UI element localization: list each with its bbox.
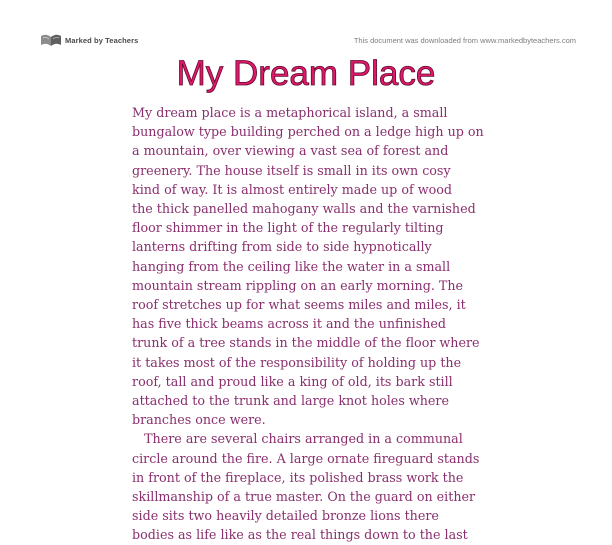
essay-line: a mountain, over viewing a vast sea of forest and [132, 143, 449, 159]
essay-line: side sits two heavily detailed bronze lions there [132, 508, 439, 524]
essay-line: the thick panelled mahogany walls and the varnished [132, 201, 476, 217]
logo-text: Marked by Teachers [65, 35, 139, 45]
open-book-icon [40, 33, 62, 47]
essay-body [132, 103, 484, 545]
essay-line: There are several chairs arranged in a communal [132, 431, 463, 447]
essay-line: kind of way. It is almost entirely made up of wood [132, 181, 452, 197]
essay-line: bungalow type building perched on a ledge high up on [132, 124, 484, 140]
page-header [0, 0, 612, 50]
essay-line: bodies as life like as the real things down to the last [132, 527, 468, 543]
essay-line: in front of the fireplace, its polished brass work the [132, 469, 464, 485]
essay-line: lanterns drifting from side to side hypnotically [132, 239, 432, 255]
essay-line: greenery. The house itself is small in its own cosy [132, 162, 451, 178]
essay-line: mountain stream rippling on an early morning. The [132, 277, 464, 293]
essay-line: My dream place is a metaphorical island, a small [132, 105, 448, 120]
document-title: My Dream Place [176, 54, 436, 93]
marked-by-teachers-logo[interactable] [40, 33, 138, 47]
essay-line: circle around the fire. A large ornate fireguard stands [132, 450, 480, 466]
download-source-note: This document was downloaded from www.markedbyteachers.com [353, 36, 576, 45]
essay-line: hanging from the ceiling like the water in a small [132, 258, 451, 274]
essay-line: roof stretches up for what seems miles and miles, it [132, 297, 466, 313]
essay-line: trunk of a tree stands in the middle of the floor where [132, 335, 480, 351]
essay-line: attached to the trunk and large knot holes where [132, 393, 449, 409]
essay-line: skillmanship of a true master. On the guard on either [132, 489, 476, 505]
essay-line: has five thick beams across it and the unfinished [132, 316, 447, 332]
essay-line: it takes most of the responsibility of holding up the [132, 354, 462, 370]
essay-line: floor shimmer in the light of the regularly tilting [132, 220, 444, 236]
essay-line: branches once were. [132, 412, 266, 428]
essay-line: roof, tall and proud like a king of old, its bark still [132, 373, 453, 389]
